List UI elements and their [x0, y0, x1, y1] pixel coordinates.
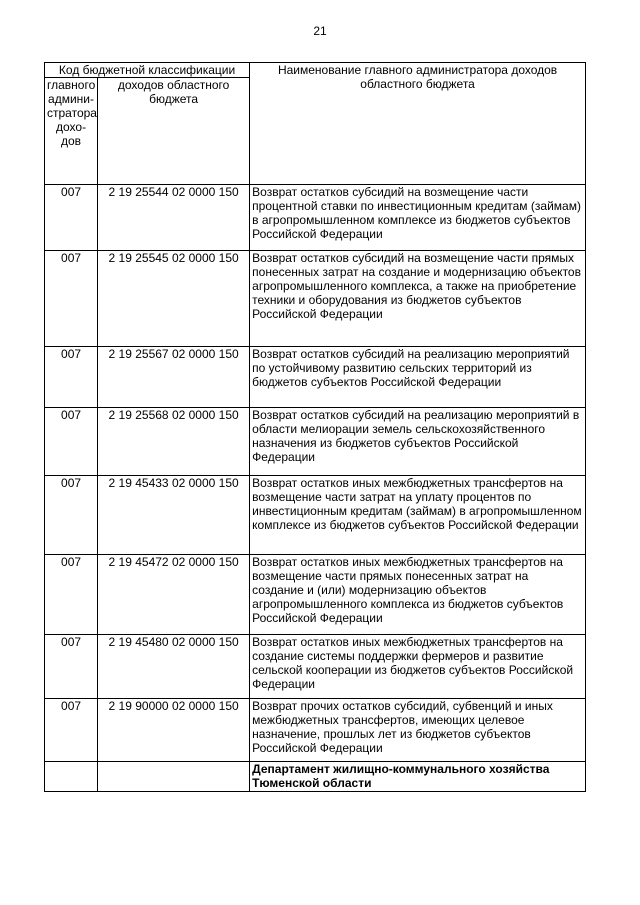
department-name-cell: Департамент жилищно-коммунального хозяйства Тюменской области	[250, 762, 586, 792]
revenue-code-cell	[98, 762, 250, 792]
revenue-code-cell: 2 19 25544 02 0000 150	[98, 185, 250, 251]
table-row	[45, 476, 586, 555]
admin-code-cell	[45, 762, 98, 792]
header-budget-classification: Код бюджетной классификации	[45, 63, 250, 78]
revenue-name-cell: Возврат остатков субсидий на реализацию мероприятий по устойчивому развитию сельских территорий из бюджетов субъектов Российской Федерации	[250, 347, 586, 408]
admin-code-cell: 007	[45, 699, 98, 762]
admin-code-cell: 007	[45, 476, 98, 555]
revenue-name-cell: Возврат остатков субсидий на возмещение части прямых понесенных затрат на создание и модернизацию объектов агропромышленного комплекса, а также на приобретение техники и оборудования из бюджетов субъектов Российской Федерации	[250, 251, 586, 347]
header-revenue-code: доходов областного бюджета	[98, 78, 250, 185]
table-row	[45, 699, 586, 762]
table-row	[45, 347, 586, 408]
revenue-name-cell: Возврат остатков иных межбюджетных трансфертов на возмещение части прямых понесенных затрат на создание и (или) модернизацию объектов агропромышленного комплекса из бюджетов субъектов Российской Федерации	[250, 555, 586, 635]
revenue-code-cell: 2 19 25567 02 0000 150	[98, 347, 250, 408]
admin-code-cell: 007	[45, 555, 98, 635]
revenue-name-cell: Возврат остатков иных межбюджетных трансфертов на создание системы поддержки фермеров и развитие сельской кооперации из бюджетов субъектов Российской Федерации	[250, 635, 586, 699]
revenue-code-cell: 2 19 90000 02 0000 150	[98, 699, 250, 762]
revenue-name-cell: Возврат остатков субсидий на реализацию мероприятий в области мелиорации земель сельскохозяйственного назначения из бюджетов субъектов Российской Федерации	[250, 408, 586, 476]
revenue-code-cell: 2 19 25568 02 0000 150	[98, 408, 250, 476]
table-row	[45, 408, 586, 476]
revenue-name-cell: Возврат остатков иных межбюджетных трансфертов на возмещение части затрат на уплату процентов по инвестиционным кредитам (займам) в агропромышленном комплексе из бюджетов субъектов Российской Федерации	[250, 476, 586, 555]
revenue-name-cell: Возврат остатков субсидий на возмещение части процентной ставки по инвестиционным кредитам (займам) в агропромышленном комплексе из бюджетов субъектов Российской Федерации	[250, 185, 586, 251]
admin-code-cell: 007	[45, 635, 98, 699]
table-row	[45, 762, 586, 792]
page-number: 21	[313, 24, 327, 38]
table-row	[45, 555, 586, 635]
admin-code-cell: 007	[45, 251, 98, 347]
revenue-name-cell: Возврат прочих остатков субсидий, субвенций и иных межбюджетных трансфертов, имеющих целевое назначение, прошлых лет из бюджетов субъектов Российской Федерации	[250, 699, 586, 762]
admin-code-cell: 007	[45, 347, 98, 408]
revenue-code-cell: 2 19 45472 02 0000 150	[98, 555, 250, 635]
budget-classification-table	[44, 62, 586, 792]
table-row	[45, 635, 586, 699]
header-administrator-name: Наименование главного администратора доходов областного бюджета	[250, 63, 586, 185]
table-row	[45, 251, 586, 347]
revenue-code-cell: 2 19 45433 02 0000 150	[98, 476, 250, 555]
revenue-code-cell: 2 19 45480 02 0000 150	[98, 635, 250, 699]
revenue-code-cell: 2 19 25545 02 0000 150	[98, 251, 250, 347]
admin-code-cell: 007	[45, 185, 98, 251]
admin-code-cell: 007	[45, 408, 98, 476]
header-main-administrator: главного админи-стратора дохо-дов	[45, 78, 98, 185]
table-row	[45, 185, 586, 251]
